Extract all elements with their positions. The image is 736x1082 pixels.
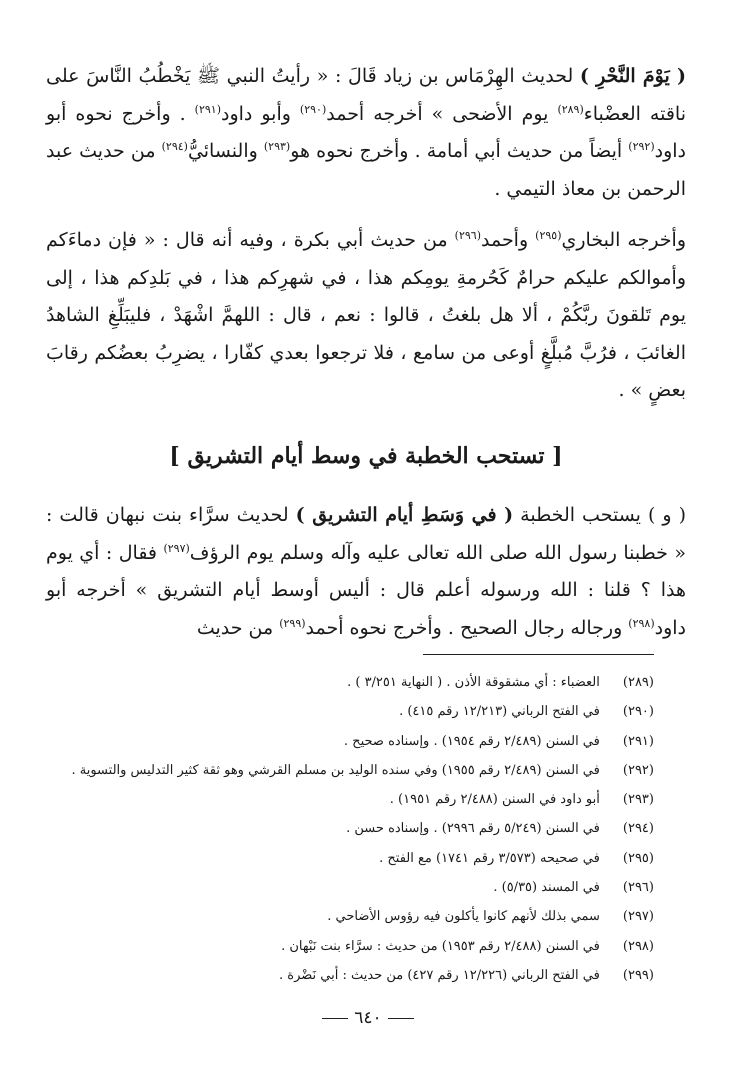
footnote-item bbox=[34, 844, 654, 873]
footnote-number: (٢٩٤) bbox=[622, 821, 654, 837]
footnote-ref: (٢٩٠) bbox=[299, 102, 327, 116]
footnote-item bbox=[34, 902, 654, 931]
footnote-ref: (٢٩٧) bbox=[163, 541, 190, 555]
footnote-number: (٢٩٨) bbox=[622, 938, 654, 954]
paragraph-tashreeq: ( و ) يستحب الخطبة ( في وَسَطِ أيام التشريق ) لحديث سرَّاء بنت نبهان قالت : « خطبنا رسول الله صلى الله تعالى عليه وآله وسلم يوم الرؤف$^{(٢٩٧)}$ فقال : أي يوم هذا ؟ قلنا : الله ورسوله أعلم قال : أليس أوسط أيام التشريق » أخرجه أبو داود$^{(٢٩٨)}$ ورجاله رجال الصحيح . وأخرج نحوه أحمد$^{(٢٩٩)}$ من حديث bbox=[46, 504, 686, 639]
footnote-text: في الفتح الرباني (١٢/٢٢٦ رقم ٤٢٧) من حديث : أبي نَضْرة . bbox=[279, 967, 600, 983]
footnote-separator bbox=[423, 654, 654, 655]
footnote-text: في السنن (٢/٤٨٨ رقم ١٩٥٣) من حديث : سرَّاء بنت نَبْهان . bbox=[281, 938, 600, 954]
footnote-ref: (٢٨٩) bbox=[557, 102, 584, 116]
bold-term: ( يَوْمَ النَّحْرِ ) bbox=[579, 65, 686, 87]
bold-term: ( في وَسَطِ أيام التشريق ) bbox=[295, 504, 514, 526]
footnote-text: في صحيحه (٣/٥٧٣ رقم ١٧٤١) مع الفتح . bbox=[379, 850, 600, 866]
footnote-item bbox=[34, 785, 654, 814]
footnote-item bbox=[34, 697, 654, 726]
footnote-ref: (٢٩٥) bbox=[535, 229, 562, 242]
footnote-item bbox=[34, 727, 654, 756]
footnote-text: في السنن (٢/٤٨٩ رقم ١٩٥٤) . وإسناده صحيح . bbox=[343, 733, 600, 749]
dash-decoration bbox=[388, 1018, 414, 1019]
paragraph-yawm-al-nahr: ( يَوْمَ النَّحْرِ ) لحديث الهِرْمَاس بن زياد قَالَ : « رأيتُ النبي ﷺ يَخْطُبُ النَّاسَ على ناقته العضْباء$^{(٢٨٩)}$ يوم الأضحى » أخرجه أحمد$^{(٢٩٠)}$ وأبو داود$^{(٢٩١)}$ . وأخرج نحوه أبو داود$^{(٢٩٢)}$ أيضاً من حديث أبي أمامة . وأخرج نحوه هو$^{(٢٩٣)}$ والنسائيُّ$^{(٢٩٤)}$ من حديث عبد الرحمن بن معاذ التيمي . bbox=[46, 65, 686, 200]
page-number-value: ٦٤٠ bbox=[354, 1008, 382, 1028]
footnote-ref: (٢٩٤) bbox=[161, 140, 188, 153]
dash-decoration bbox=[322, 1018, 348, 1019]
footnote-number: (٢٩٠) bbox=[622, 704, 654, 720]
footnote-number: (٢٩٢) bbox=[622, 762, 654, 778]
footnote-text: في السنن (٢/٤٨٩ رقم ١٩٥٥) وفي سنده الوليد بن مسلم القرشي وهو ثقة كثير التدليس والتسوية . bbox=[71, 762, 600, 778]
footnote-number: (٢٨٩) bbox=[622, 675, 654, 690]
footnote-text: سمي بذلك لأنهم كانوا يأكلون فيه رؤوس الأضاحي . bbox=[327, 909, 600, 925]
section-heading: [ تستحب الخطبة في وسط أيام التشريق ] bbox=[169, 442, 563, 469]
main-text bbox=[46, 58, 686, 647]
footnote-item bbox=[34, 814, 654, 843]
footnote-text: أبو داود في السنن (٢/٤٨٨ رقم ١٩٥١) . bbox=[389, 792, 600, 808]
footnote-item bbox=[34, 961, 654, 990]
footnote-ref: (٢٩٨) bbox=[628, 616, 655, 630]
footnote-ref: (٢٩٩) bbox=[279, 616, 306, 630]
footnote-item bbox=[34, 932, 654, 961]
footnote-number: (٢٩٣) bbox=[622, 792, 654, 808]
footnote-item bbox=[34, 756, 654, 785]
footnote-text: في الفتح الرباني (١٢/٢١٣ رقم ٤١٥) . bbox=[399, 704, 600, 720]
footnote-text: في السنن (٥/٢٤٩ رقم ٢٩٩٦) . وإسناده حسن . bbox=[346, 821, 600, 837]
footnote-text: في المسند (٥/٣٥) . bbox=[493, 880, 600, 896]
footnotes-list bbox=[34, 668, 654, 990]
footnote-number: (٢٩٦) bbox=[622, 880, 654, 896]
footnote-number: (٢٩٧) bbox=[622, 909, 654, 925]
footnote-item bbox=[34, 873, 654, 902]
page-number bbox=[0, 1008, 736, 1028]
footnote-ref: (٢٩٢) bbox=[628, 140, 655, 153]
footnote-number: (٢٩٥) bbox=[622, 850, 654, 866]
footnote-item bbox=[34, 668, 654, 697]
footnote-ref: (٢٩٦) bbox=[454, 229, 481, 242]
footnote-ref: (٢٩٣) bbox=[263, 140, 291, 153]
footnote-number: (٢٩١) bbox=[622, 733, 654, 749]
footnote-text: العضباء : أي مشقوقة الأذن . ( النهاية ٣/٢٥١ ) . bbox=[347, 675, 600, 690]
footnote-ref: (٢٩١) bbox=[194, 102, 221, 116]
paragraph-abu-bakra: وأخرجه البخاري$^{(٢٩٥)}$ وأحمد$^{(٢٩٦)}$ من حديث أبي بكرة ، وفيه أنه قال : « فإن دماءَكم وأموالكم عليكم حرامٌ كَحُرمةِ يومِكم هذا ، في شهرِكم هذا ، في بَلدِكم هذا ، إلى يوم تَلقونَ ربَّكُمْ ، ألا هل بلغتُ ، قالوا : نعم ، قال : اللهمَّ اشْهَدْ ، فليبَلِّغِ الشاهدُ الغائبَ ، فرُبَّ مُبلَّغٍ أوعى من سامع ، فلا ترجعوا بعدي كفّارا ، يضرِبُ بعضُكم رقابَ بعضٍ » . bbox=[46, 229, 687, 401]
footnote-number: (٢٩٩) bbox=[622, 967, 654, 983]
